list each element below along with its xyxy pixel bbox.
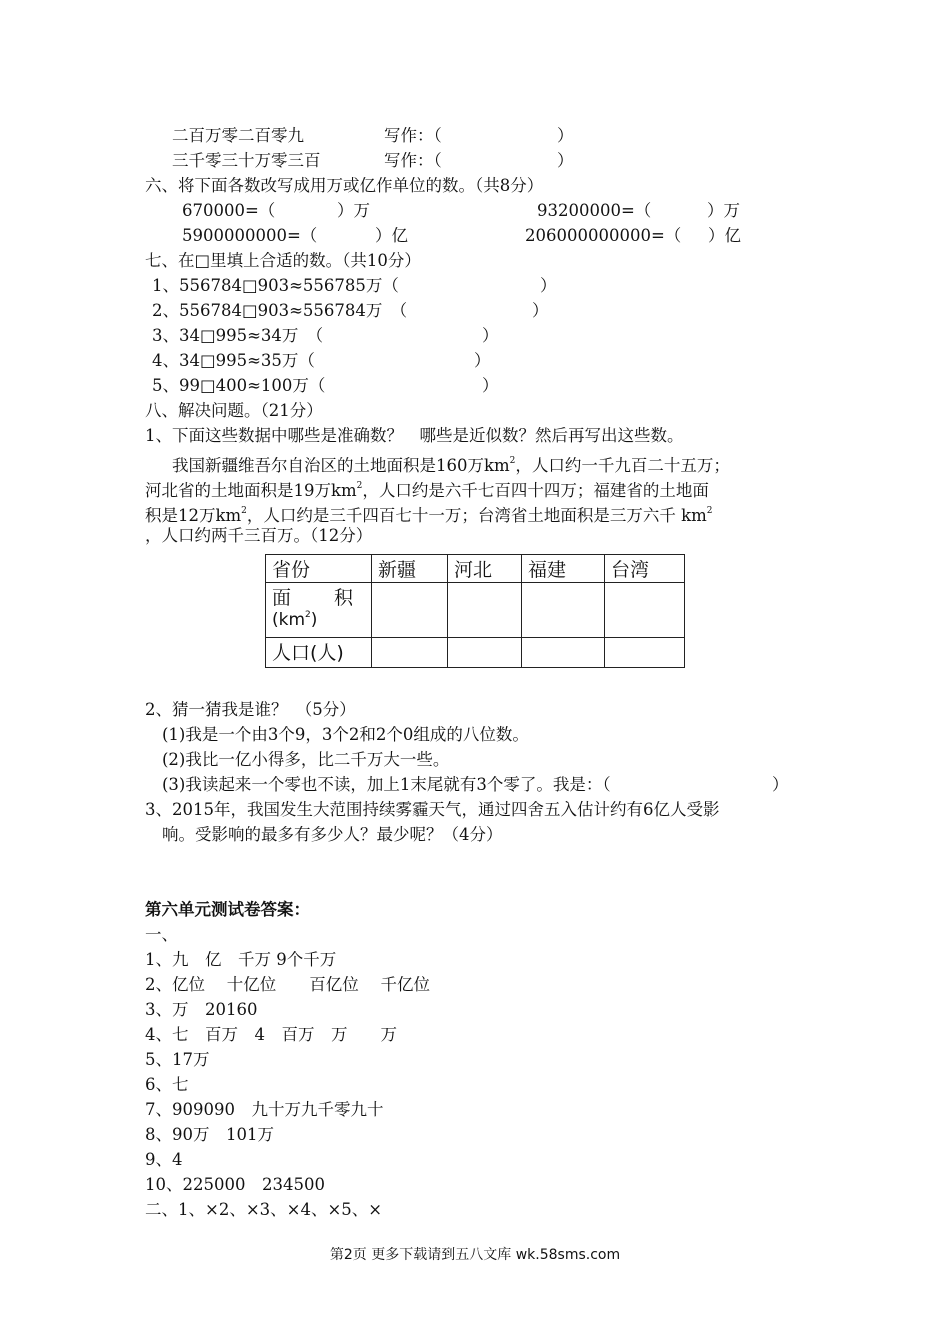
section6-heading: 六、将下面各数改写成用万或亿作单位的数。（共8分） xyxy=(145,176,544,195)
table-cell[interactable] xyxy=(372,583,448,638)
answer-line: 4、七 百万 4 百万 万 万 xyxy=(145,1025,397,1044)
section6-item-4: 206000000000=（ ）亿 xyxy=(525,226,741,245)
section7-item-5: 5、99□400≈100万（ ） xyxy=(152,376,499,395)
answer-line: 二、1、×2、×3、×4、×5、× xyxy=(145,1200,383,1219)
q1-paragraph-line-3: 积是12万$km^2$，人口约是三千四百七十一万；台湾省土地面积是三万六千 $km^2$ xyxy=(145,506,713,525)
answer-line: 8、90万 101万 xyxy=(145,1125,274,1144)
section7-item-2: 2、556784□903≈556784万 （ ） xyxy=(152,301,549,320)
section6-item-3: 5900000000=（ ）亿 xyxy=(182,226,408,245)
answer-line: 6、七 xyxy=(145,1075,189,1094)
answers-title: 第六单元测试卷答案： xyxy=(145,900,310,919)
table-cell[interactable] xyxy=(605,583,685,638)
table-header: 河北 xyxy=(448,555,522,583)
table-row-label xyxy=(266,583,372,638)
answer-line: 9、4 xyxy=(145,1150,183,1169)
province-table xyxy=(265,554,685,668)
section7-item-4: 4、34□995≈35万（ ） xyxy=(152,351,491,370)
table-header: 省份 xyxy=(266,555,372,583)
answers-part-1: 一、 xyxy=(145,925,178,944)
table-row-area xyxy=(266,583,685,638)
answer-line: 7、909090 九十万九千零九十 xyxy=(145,1100,384,1119)
q1-paragraph-line-4: ，人口约两千三百万。（12分） xyxy=(145,526,373,545)
answer-line: 2、亿位 十亿位 百亿位 千亿位 xyxy=(145,975,430,994)
table-cell[interactable] xyxy=(522,583,605,638)
q1-title: 1、下面这些数据中哪些是准确数？ 哪些是近似数？然后再写出这些数。 xyxy=(145,426,684,445)
q2-title: 2、猜一猜我是谁？ （5分） xyxy=(145,700,356,719)
table-cell[interactable] xyxy=(448,583,522,638)
answer-line: 3、万 20160 xyxy=(145,1000,258,1019)
table-header-row xyxy=(266,555,685,583)
table-row-population xyxy=(266,638,685,668)
q3-line-1: 3、2015年，我国发生大范围持续雾霾天气，通过四舍五入估计约有6亿人受影 xyxy=(145,800,720,819)
answer-line: 10、225000 234500 xyxy=(145,1175,325,1194)
area-unit: $(km^2)$ xyxy=(272,610,318,630)
q1-paragraph-line-1: 我国新疆维吾尔自治区的土地面积是160万$km^2$，人口约一千九百二十五万； xyxy=(172,456,730,475)
answer-line: 1、九 亿 千万 9个千万 xyxy=(145,950,337,969)
section7-heading: 七、在□里填上合适的数。（共10分） xyxy=(145,251,421,270)
q2-clue-3: (3)我读起来一个零也不读，加上1末尾就有3个零了。我是：（ ） xyxy=(162,775,789,794)
table-row-label: 人口(人) xyxy=(266,638,372,668)
section7-item-3: 3、34□995≈34万 （ ） xyxy=(152,326,499,345)
table-cell[interactable] xyxy=(372,638,448,668)
section8-heading: 八、解决问题。（21分） xyxy=(145,401,323,420)
page-footer: 第2页 更多下载请到五八文库 wk.58sms.com xyxy=(329,1247,621,1263)
table-cell[interactable] xyxy=(522,638,605,668)
table-cell[interactable] xyxy=(448,638,522,668)
table-cell[interactable] xyxy=(605,638,685,668)
section6-item-1: 670000=（ ）万 xyxy=(182,201,370,220)
table-header: 福建 xyxy=(522,555,605,583)
q3-line-2: 响。受影响的最多有多少人？最少呢？（4分） xyxy=(162,825,503,844)
part5-item-1: 二百万零二百零九 写作：（ ） xyxy=(172,126,574,145)
q2-clue-1: (1)我是一个由3个9，3个2和2个0组成的八位数。 xyxy=(162,725,529,744)
part5-item-2: 三千零三十万零三百 写作：（ ） xyxy=(172,151,574,170)
q2-clue-2: (2)我比一亿小得多，比二千万大一些。 xyxy=(162,750,450,769)
area-label: 面 积 xyxy=(272,587,366,609)
table-header: 新疆 xyxy=(372,555,448,583)
answer-line: 5、17万 xyxy=(145,1050,210,1069)
section6-item-2: 93200000=（ ）万 xyxy=(537,201,740,220)
section7-item-1: 1、556784□903≈556785万（ ） xyxy=(152,276,557,295)
table-header: 台湾 xyxy=(605,555,685,583)
q1-paragraph-line-2: 河北省的土地面积是19万$km^2$，人口约是六千七百四十四万；福建省的土地面 xyxy=(145,481,709,500)
